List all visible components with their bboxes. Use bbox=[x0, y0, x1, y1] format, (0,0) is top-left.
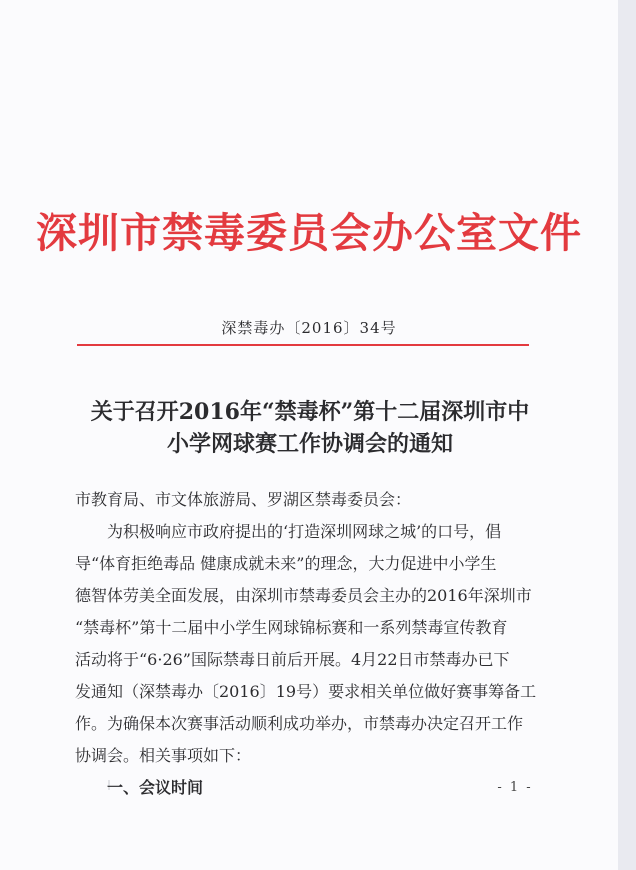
page-number: - 1 - bbox=[497, 780, 533, 795]
document-header-title: 深圳市禁毒委员会办公室文件 bbox=[36, 209, 582, 257]
red-divider-line bbox=[77, 344, 529, 346]
body-line-4: “禁毒杯”第十二届中小学生网球锦标赛和一系列禁毒宣传教育 bbox=[75, 618, 508, 637]
body-line-5: 活动将于“6·26”国际禁毒日前后开展。4月22日市禁毒办已下 bbox=[75, 650, 510, 669]
body-line-3: 德智体劳美全面发展，由深圳市禁毒委员会主办的2016年深圳市 bbox=[75, 586, 532, 605]
body-line-8: 协调会。相关事项如下： bbox=[75, 746, 252, 765]
notice-body bbox=[75, 484, 565, 804]
body-line-1: 为积极响应市政府提出的‘打造深圳网球之城’的口号，倡 bbox=[107, 522, 502, 541]
recipients-line: 市教育局、市文体旅游局、罗湖区禁毒委员会： bbox=[75, 490, 412, 509]
body-line-7: 作。为确保本次赛事活动顺利成功举办，市禁毒办决定召开工作 bbox=[75, 714, 524, 733]
document-number: 深禁毒办〔2016〕34号 bbox=[221, 319, 397, 337]
body-line-6: 发通知（深禁毒办〔2016〕19号）要求相关单位做好赛事筹备工 bbox=[75, 682, 537, 701]
section-heading-meeting-time: 一、会议时间 bbox=[107, 778, 204, 797]
notice-title bbox=[60, 396, 560, 460]
notice-title-line-1: 关于召开2016年“禁毒杯”第十二届深圳市中 bbox=[90, 399, 530, 425]
body-line-2: 导“体育拒绝毒品 健康成就未来”的理念，大力促进中小学生 bbox=[75, 554, 497, 573]
page-edge bbox=[618, 0, 636, 870]
notice-title-line-2: 小学网球赛工作协调会的通知 bbox=[166, 431, 453, 457]
